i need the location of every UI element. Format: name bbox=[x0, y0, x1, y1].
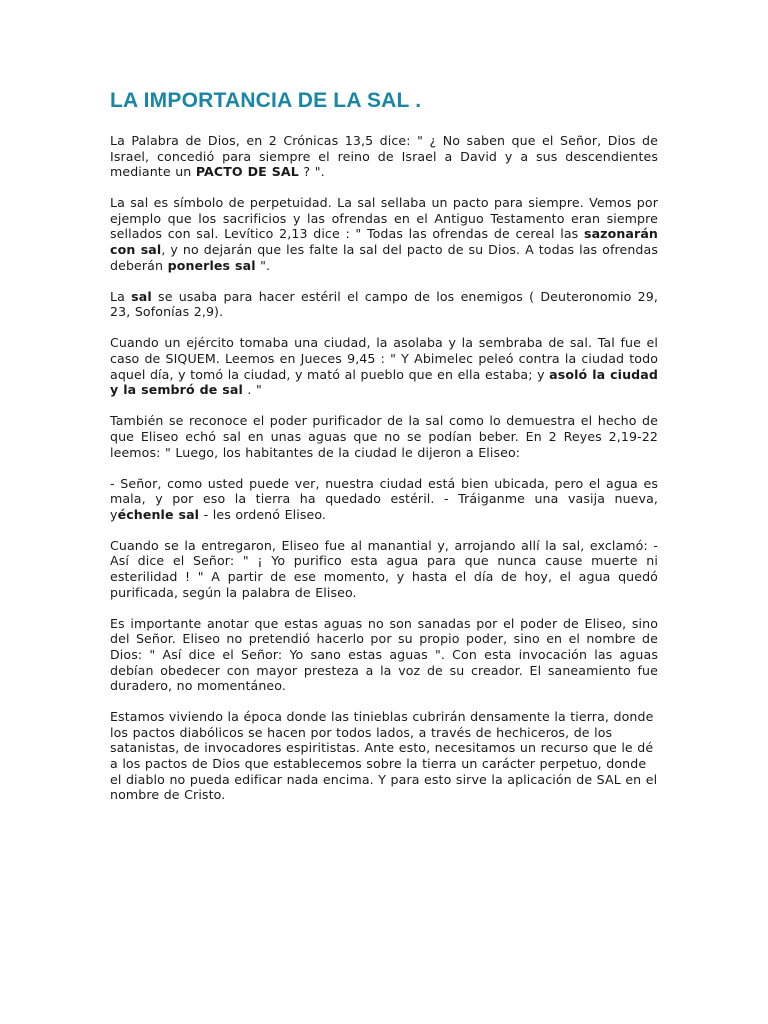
text-run: se usaba para hacer estéril el campo de los enemigos ( Deuteronomio 29, 23, Sofonías 2,9). bbox=[110, 288, 658, 320]
bold-text-run: sal bbox=[131, 288, 152, 304]
text-run: Es importante anotar que estas aguas no son sanadas por el poder de Eliseo, sino del Señor. Eliseo no pretendió hacerlo por su propio poder, sino en el nombre de Dios: " Así dice el Señor: Yo sano estas aguas ". Con esta invocación las aguas debían obedecer con mayor presteza a la voz de su creador. El saneamiento fue duradero, no momentáneo. bbox=[110, 615, 658, 694]
body-paragraph bbox=[110, 538, 658, 600]
text-run: La sal es símbolo de perpetuidad. La sal sellaba un pacto para siempre. Vemos por ejemplo que los sacrificios y las ofrendas en el Antiguo Testamento eran siempre sellados con sal. Levítico 2,13 dice : " Todas las ofrendas de cereal las bbox=[110, 195, 658, 242]
text-run: , y no dejarán que les falte la sal del pacto de su Dios. A todas las ofrendas deberán bbox=[110, 242, 658, 273]
body-paragraph bbox=[110, 195, 658, 273]
text-run: ? ". bbox=[298, 164, 325, 180]
text-run: También se reconoce el poder purificador de la sal como lo demuestra el hecho de que Eliseo echó sal en unas aguas que no se podían beber. En 2 Reyes 2,19-22 leemos: " Luego, los habitantes de la ciudad le dijeron a Eliseo: bbox=[110, 413, 658, 460]
bold-text-run: PACTO DE SAL bbox=[195, 164, 299, 180]
body-paragraph bbox=[110, 413, 658, 460]
body-paragraph bbox=[110, 133, 658, 180]
document-page bbox=[110, 88, 658, 818]
body-paragraph bbox=[110, 476, 658, 523]
document-title: LA IMPORTANCIA DE LA SAL . bbox=[110, 89, 422, 112]
text-run: Cuando se la entregaron, Eliseo fue al manantial y, arrojando allí la sal, exclamó: - Así dice el Señor: " ¡ Yo purifico esta agua para que nunca cause muerte ni esterilidad ! " A partir de ese momento, y hasta el día de hoy, el agua quedó purificada, según la palabra de Eliseo. bbox=[110, 537, 658, 600]
bold-text-run: sazonarán con sal bbox=[110, 226, 658, 258]
document-body bbox=[110, 133, 658, 803]
text-run: Cuando un ejército tomaba una ciudad, la asolaba y la sembraba de sal. Tal fue el caso de SIQUEM. Leemos en Jueces 9,45 : " Y Abimelec peleó contra la ciudad todo aquel día, y tomó la ciudad, y mató al pueblo que en ella estaba; y bbox=[110, 335, 658, 382]
body-paragraph bbox=[110, 709, 658, 803]
text-run: Estamos viviendo la época donde las tinieblas cubrirán densamente la tierra, donde los pactos diabólicos se hacen por todos lados, a través de hechiceros, de los satanistas, de invocadores espiritistas. Ante esto, necesitamos un recurso que le dé a los pactos de Dios que establecemos sobre la tierra un carácter perpetuo, donde el diablo no pueda edificar nada encima. Y para esto sirve la aplicación de SAL en el nombre de Cristo. bbox=[110, 709, 658, 803]
bold-text-run: échenle sal bbox=[117, 506, 200, 522]
text-run: La Palabra de Dios, en 2 Crónicas 13,5 dice: " ¿ No saben que el Señor, Dios de Israel, concedió para siempre el reino de Israel a David y a sus descendientes mediante un bbox=[110, 133, 658, 180]
body-paragraph bbox=[110, 616, 658, 694]
text-run: . " bbox=[242, 382, 262, 398]
body-paragraph bbox=[110, 289, 658, 320]
text-run: La bbox=[110, 288, 132, 304]
body-paragraph bbox=[110, 335, 658, 397]
bold-text-run: ponerles sal bbox=[167, 257, 256, 273]
text-run: - Señor, como usted puede ver, nuestra ciudad está bien ubicada, pero el agua es mala, y por eso la tierra ha quedado estéril. - Tráiganme una vasija nueva, y bbox=[110, 475, 658, 522]
text-run: ". bbox=[255, 257, 271, 273]
text-run: - les ordenó Eliseo. bbox=[199, 506, 327, 522]
bold-text-run: asoló la ciudad y la sembró de sal bbox=[110, 366, 658, 398]
